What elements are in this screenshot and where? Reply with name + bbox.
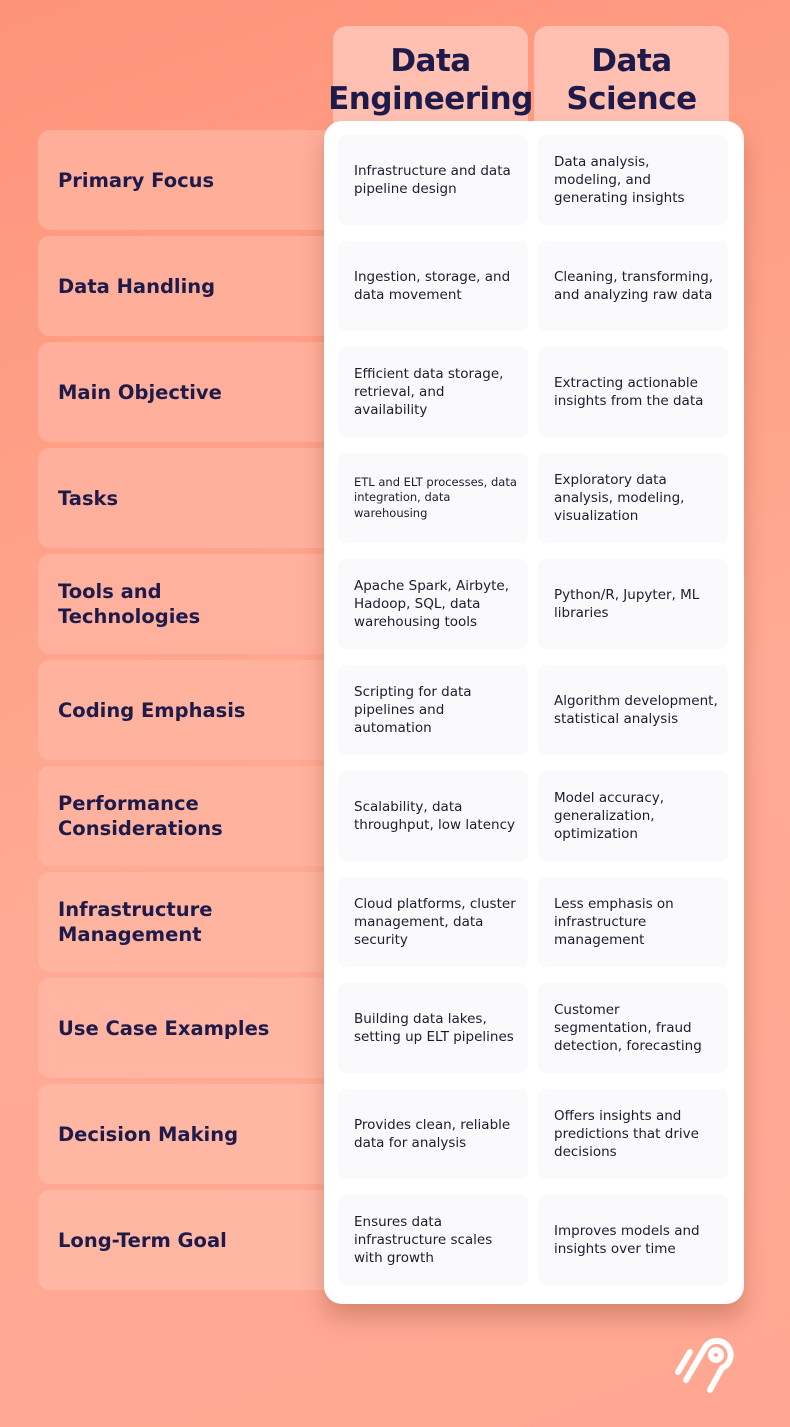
row-label: [38, 342, 338, 442]
row-label: [38, 660, 338, 760]
data-engineering-cell: [338, 665, 528, 755]
cell-text: Provides clean, reliable data for analysis: [354, 1117, 511, 1151]
row-label-text: Tasks: [58, 486, 119, 510]
cell-text: Apache Spark, Airbyte, Hadoop, SQL, data warehousing tools: [354, 578, 509, 630]
data-science-cell: [538, 559, 728, 649]
data-science-cell: [538, 241, 728, 331]
data-engineering-cell: [338, 135, 528, 225]
row-label-text: Data Handling: [58, 274, 216, 298]
row-label: [38, 1084, 338, 1184]
cell-text: Data analysis, modeling, and generating insights: [554, 154, 685, 206]
column-header-line: Engineering: [328, 81, 533, 117]
data-engineering-cell: [338, 241, 528, 331]
column-header-line: Data: [390, 43, 471, 79]
cell-text: Improves models and insights over time: [554, 1223, 700, 1257]
cell-text: Offers insights and predictions that drive decisions: [554, 1108, 699, 1160]
cell-text: Algorithm development, statistical analysis: [554, 693, 718, 727]
row-label: [38, 130, 338, 230]
row-label-text: Tools and Technologies: [58, 580, 201, 628]
data-engineering-cell: [338, 983, 528, 1073]
cell-text: Ingestion, storage, and data movement: [354, 269, 511, 303]
data-engineering-cell: [338, 453, 528, 543]
data-science-cell: [538, 665, 728, 755]
row-label: [38, 978, 338, 1078]
data-science-cell: [538, 453, 728, 543]
cell-text: Efficient data storage, retrieval, and availability: [354, 366, 504, 418]
row-label-text: Primary Focus: [58, 168, 215, 192]
data-engineering-cell: [338, 347, 528, 437]
column-header-line: Data: [591, 43, 672, 79]
row-label-text: Main Objective: [58, 380, 222, 404]
data-engineering-cell: [338, 877, 528, 967]
airbyte-logo-icon: [672, 1328, 742, 1398]
data-science-cell: [538, 347, 728, 437]
data-science-cell: [538, 877, 728, 967]
row-label: [38, 872, 338, 972]
row-label: [38, 554, 338, 654]
row-label-text: Decision Making: [58, 1122, 239, 1146]
cell-text: Scalability, data throughput, low latency: [354, 799, 515, 833]
cell-text: Exploratory data analysis, modeling, visualization: [554, 472, 685, 524]
row-label: [38, 236, 338, 336]
data-science-cell: [538, 1089, 728, 1179]
cell-text: ETL and ELT processes, data integration, data warehousing: [354, 474, 517, 520]
data-engineering-cell: [338, 1195, 528, 1285]
data-science-cell: [538, 135, 728, 225]
cell-text: Infrastructure and data pipeline design: [354, 163, 511, 197]
data-engineering-cell: [338, 771, 528, 861]
data-engineering-cell: [338, 559, 528, 649]
column-header-data-engineering: [328, 26, 533, 136]
cell-text: Customer segmentation, fraud detection, forecasting: [554, 1002, 702, 1054]
data-science-cell: [538, 983, 728, 1073]
cell-text: Scripting for data pipelines and automation: [354, 684, 472, 736]
row-label-text: Long-Term Goal: [58, 1228, 227, 1252]
cell-text: Cleaning, transforming, and analyzing raw data: [554, 269, 714, 303]
column-header-line: Science: [566, 81, 697, 117]
row-label-text: Use Case Examples: [58, 1016, 270, 1040]
cell-text: Building data lakes, setting up ELT pipelines: [354, 1011, 514, 1045]
cell-text: Ensures data infrastructure scales with growth: [354, 1214, 493, 1266]
data-science-cell: [538, 771, 728, 861]
data-science-cell: [538, 1195, 728, 1285]
row-label-text: Performance Considerations: [58, 792, 223, 840]
row-label-text: Coding Emphasis: [58, 698, 246, 722]
row-label: [38, 766, 338, 866]
row-label: [38, 448, 338, 548]
cell-text: Cloud platforms, cluster management, data security: [354, 896, 516, 948]
cell-text: Python/R, Jupyter, ML libraries: [554, 587, 700, 621]
column-header-data-science: [534, 26, 729, 136]
cell-text: Less emphasis on infrastructure management: [554, 896, 674, 948]
cell-text: Model accuracy, generalization, optimization: [554, 790, 665, 842]
row-label-text: Infrastructure Management: [58, 898, 213, 946]
data-engineering-cell: [338, 1089, 528, 1179]
cell-text: Extracting actionable insights from the data: [554, 375, 704, 409]
row-label: [38, 1190, 338, 1290]
